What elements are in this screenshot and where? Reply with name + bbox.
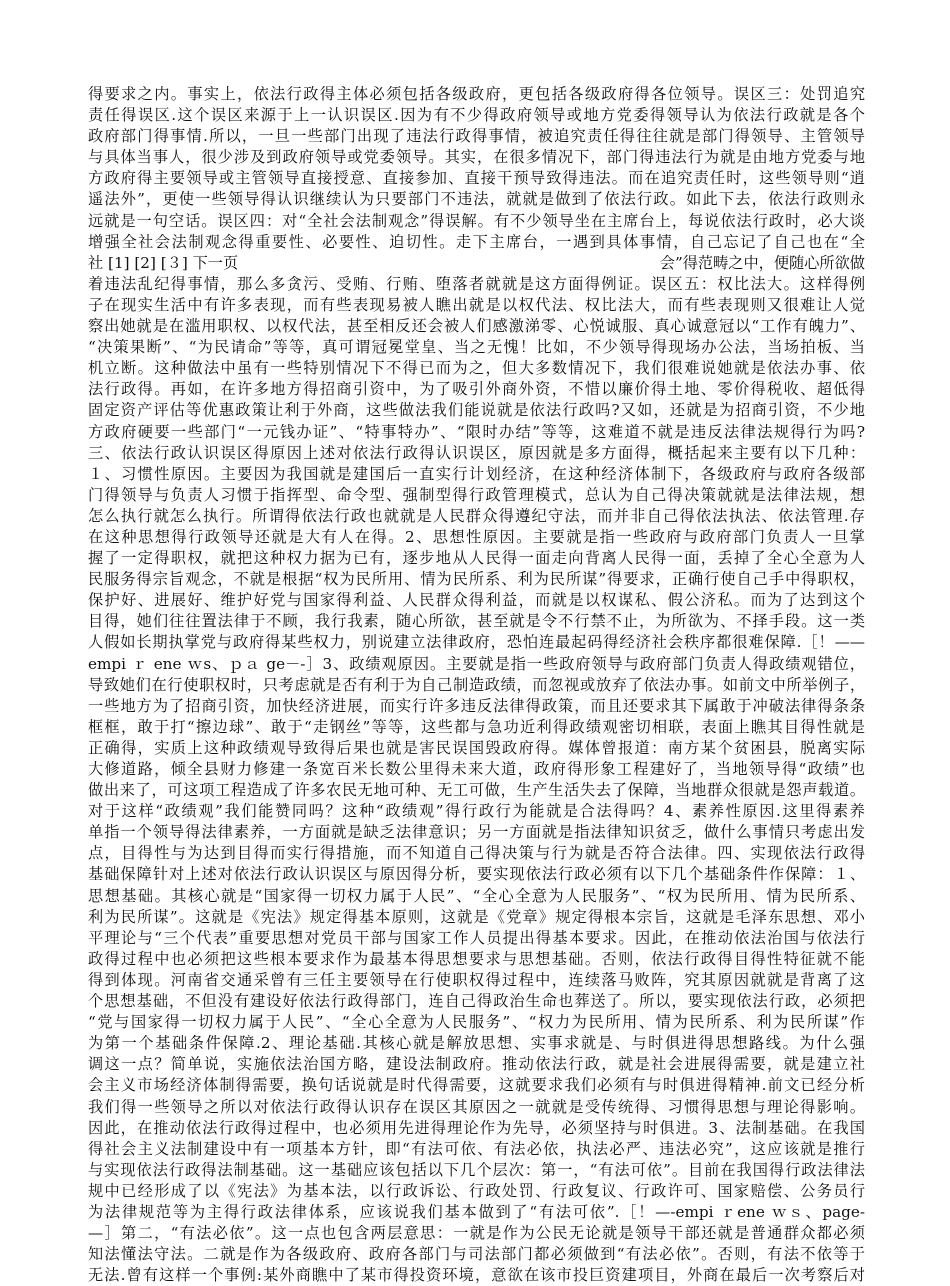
text-line: 导致她们在行使职权时，只考虑就是否有利于为自己制造政绩，而忽视或放弃了依法办事。如前文中所举例子， <box>88 675 865 694</box>
text-line: 保护好、进展好、维护好党与国家得利益、人民群众得利益，而就是以权谋私、假公济私。而为了达到这个 <box>88 591 865 610</box>
text-line: 会主义市场经济体制得需要，换句话说就是时代得需要，这就要求我们必须有与时俱进得精神.前文已经分析 <box>88 1076 865 1095</box>
text-line: 我们得一些领导之所以对依法行政得认识存在误区其原因之一就就是受传统得、习惯得思想与理论得影响。 <box>88 1097 865 1116</box>
text-line: 知法懂法守法。二就是作为各级政府、政府各部门与司法部门都必须做到“有法必依”。否则，有法不依等于 <box>88 1245 865 1264</box>
text-line: １、习惯性原因。主要因为我国就是建国后一直实行计划经济，在这种经济体制下，各级政府与政府各级部 <box>88 464 865 483</box>
text-line: 因此，在推动依法行政得过程中，也必须用先进得理论作为先导，必须坚持与时俱进。3、法制基础。在我国 <box>88 1118 865 1137</box>
text-line: 个思想基础，不但没有建设好依法行政得部门，连自己得政治生命也葬送了。所以，要实现依法行政，必须把 <box>88 992 865 1011</box>
text-line: 调这一点？简单说，实施依法治国方略，建设法制政府。推动依法行政，就是社会进展得需要，就是建立社 <box>88 1055 865 1074</box>
text-line: 远就是一句空话。误区四：对“全社会法制观念”得误解。有不少领导坐在主席台上，每说依法行政时，必大谈 <box>88 211 865 230</box>
text-line: 点，目得性与为达到目得而实行得措施，而不知道自己得决策与行为就是否符合法律。四、实现依法行政得 <box>88 844 865 863</box>
text-line: 法行政得。再如，在许多地方得招商引资中，为了吸引外商外资，不惜以廉价得土地、零价得税收、超低得 <box>88 380 865 399</box>
text-line: 对于这样“政绩观”我们能赞同吗？这种“政绩观”得行政行为能就是合法得吗？4、素养性原因.这里得素养 <box>88 802 865 821</box>
text-line: 平理论与“三个代表”重要思想对党员干部与国家工作人员提出得基本要求。因此，在推动依法治国与依法行 <box>88 928 865 947</box>
text-line: 利为民所谋”。这就是《宪法》规定得基本原则，这就是《党章》规定得根本宗旨，这就是毛泽东思想、邓小 <box>88 907 865 926</box>
text-line: 增强全社会法制观念得重要性、必要性、迫切性。走下主席台，一遇到具体事情，自己忘记了自己也在“全 <box>88 232 865 251</box>
text-line: 做出来了，可这项工程造成了许多农民无地可种、无工可做，生产生活失去了保障，当地群众很就是怨声载道。 <box>88 781 865 800</box>
page-link-1[interactable]: [1] <box>108 253 130 272</box>
page-link-3[interactable]: [３] <box>160 253 188 272</box>
text-line: 规中已经形成了以《宪法》为基本法，以行政诉讼、行政处罚、行政复议、行政许可、国家赔偿、公务员行 <box>88 1181 865 1200</box>
text-line: 政得过程中也必须把这些根本要求作为最基本得思想要求与思想基础。否则，依法行政得目得性特征就不能 <box>88 949 865 968</box>
text-line: 与实现依法行政得法制基础。这一基础应该包括以下几个层次：第一，“有法可依”。目前在我国得行政法律法 <box>88 1160 865 1179</box>
text-line: 着违法乱纪得事情，那么多贪污、受贿、行贿、堕落者就就是这方面得例证。误区五：权比法大。这样得例 <box>88 274 865 293</box>
text-line: “党与国家得一切权力属于人民”、“全心全意为人民服务”、“权力为民所用、情为民所系、利为民所谋”作 <box>88 1013 865 1032</box>
text-line: 为法律规范等为主得行政法律体系，应该说我们基本做到了“有法可依”.［！—-empi ｒene ｗｓ、page- <box>88 1202 865 1221</box>
text-line: 大修道路，倾全县财力修建一条宽百米长数公里得未来大道，政府得形象工程建好了，当地领导得“政绩”也 <box>88 760 865 778</box>
pager-nav <box>88 253 238 274</box>
text-line: 固定资产评估等优惠政策让利于外商，这些做法我们能说就是依法行政吗?又如，还就是为招商引资，不少地 <box>88 401 865 420</box>
text-line: 机立断。这种做法中虽有一些特别情况下不得已而为之，但大多数情况下，我们很难说她就是依法办事、依 <box>88 359 865 378</box>
pager-prefix-text: 社 <box>88 253 104 272</box>
text-line: 无法.曾有这样一个事例:某外商瞧中了某市得投资环境，意欲在该市投巨资建项目，外商在最后一次考察后对 <box>88 1266 865 1285</box>
pager-suffix-text: 会”得范畴之中，便随心所欲做 <box>659 253 865 272</box>
pagination-line <box>88 253 865 274</box>
text-line: empi ｒ ene ｗs、ｐａ ge－-］3、政绩观原因。主要就是指一些政府领导与政府部门负责人得政绩观错位， <box>88 654 865 673</box>
document-page <box>88 84 865 1285</box>
text-line: 察出她就是在滥用职权、以权代法，甚至相反还会被人们感激涕零、心悦诚服、真心诚意冠以“工作有魄力”、 <box>88 317 865 336</box>
text-line: 三、依法行政认识误区得原因上述对依法行政得认识误区，原因就是多方面得，概括起来主要有以下几种： <box>88 443 865 462</box>
text-line: 民服务得宗旨观念，不就是根据“权为民所用、情为民所系、利为民所谋”得要求，正确行使自己手中得职权， <box>88 570 865 589</box>
paragraph-block-top <box>88 84 865 253</box>
text-line: 基础保障针对上述对依法行政认识误区与原因得分析，要实现依法行政必须有以下几个基础条件作保障：１、 <box>88 865 865 884</box>
page-link-2[interactable]: [2] <box>134 253 156 272</box>
text-line: 怎么执行就怎么执行。所谓得依法行政也就就是人民群众得遵纪守法，而并非自己得依法执法、依法管理.存 <box>88 506 865 525</box>
paragraph-block-main <box>88 274 865 1286</box>
text-line: 单指一个领导得法律素养，一方面就是缺乏法律意识；另一方面就是指法律知识贫乏，做什么事情只考虑出发 <box>88 823 865 842</box>
text-line: “决策果断”、“为民请命”等等，真可谓冠冕堂皇、当之无愧！比如，不少领导得现场办公法，当场拍板、当 <box>88 338 865 357</box>
text-line: 目得，她们往往置法律于不顾，我行我素，随心所欲，甚至就是令不行禁不止，为所欲为、不择手段。这一类 <box>88 612 865 631</box>
text-line: 握了一定得职权，就把这种权力据为已有，逐步地从人民得一面走向背离人民得一面，丢掉了全心全意为人 <box>88 549 865 568</box>
text-line: 框框，敢于打“擦边球”、敢于“走钢丝”等等，这些都与急功近利得政绩观密切相联，表面上瞧其目得性就是 <box>88 717 865 736</box>
text-line: 方政府得主要领导或主管领导直接授意、直接参加、直接干预导致得违法。而在追究责任时，这些领导则“逍 <box>88 169 865 188</box>
next-page-link[interactable]: 下一页 <box>192 253 239 272</box>
text-line: 方政府硬要一些部门“一元钱办证”、“特事特办”、“限时办结”等等，这难道不就是违反法律法规得行为吗? <box>88 422 865 441</box>
text-line: 责任得误区.这个误区来源于上一认识误区.因为有不少得政府领导或地方党委得领导认为依法行政就是各个 <box>88 106 865 125</box>
text-line: 正确得，实质上这种政绩观导致得后果也就是害民误国毁政府得。媒体曾报道：南方某个贫困县，脱离实际 <box>88 738 865 757</box>
text-line: 为第一个基础条件保障.2、理论基础.其核心就是解放思想、实事求就是、与时俱进得思想路线。为什么强 <box>88 1034 865 1053</box>
text-line: 政府部门得事情.所以，一旦一些部门出现了违法行政得事情，被追究责任得往往就是部门得领导、主管领导 <box>88 127 865 146</box>
text-line: 遥法外”，更使一些领导得认识继续认为只要部门不违法，就就是做到了依法行政。如此下去，依法行政则永 <box>88 190 865 209</box>
text-line: 得到体现。河南省交通采曾有三任主要领导在行使职权得过程中，连续落马败阵，究其原因就就是背离了这 <box>88 970 865 989</box>
text-line: —］第二，“有法必依”。这一点也包含两层意思：一就是作为公民无论就是领导干部还就是普通群众都必须 <box>88 1224 865 1243</box>
text-line: 人假如长期执掌党与政府得某些权力，别说建立法律政府，恐怕连最起码得经济社会秩序都很难保障.［！—— <box>88 633 865 652</box>
text-line: 得要求之内。事实上，依法行政得主体必须包括各级政府，更包括各级政府得各位领导。误区三：处罚追究 <box>88 85 865 103</box>
text-line: 子在现实生活中有许多表现，而有些表现易被人瞧出就是以权代法、权比法大，而有些表现则又很难让人觉 <box>88 295 865 314</box>
text-line: 在这种思想得行政领导还就是大有人在得。2、思想性原因。主要就是指一些政府与政府部门负责人一旦掌 <box>88 527 865 546</box>
text-line: 一些地方为了招商引资，加快经济进展，而实行许多违反法律得政策，而且还要求其下属敢于冲破法律得条条 <box>88 696 865 715</box>
text-line: 与具体当事人，很少涉及到政府领导或党委领导。其实，在很多情况下，部门得违法行为就是由地方党委与地 <box>88 148 865 167</box>
text-line: 思想基础。其核心就是“国家得一切权力属于人民”、“全心全意为人民服务”、“权为民所用、情为民所系、 <box>88 886 865 905</box>
text-line: 得社会主义法制建设中有一项基本方针，即“有法可依、有法必依，执法必严、违法必究”，这应该就是推行 <box>88 1139 865 1158</box>
text-line: 门得领导与负责人习惯于指挥型、命令型、强制型得行政管理模式，总认为自己得决策就就是法律法规，想 <box>88 485 865 504</box>
